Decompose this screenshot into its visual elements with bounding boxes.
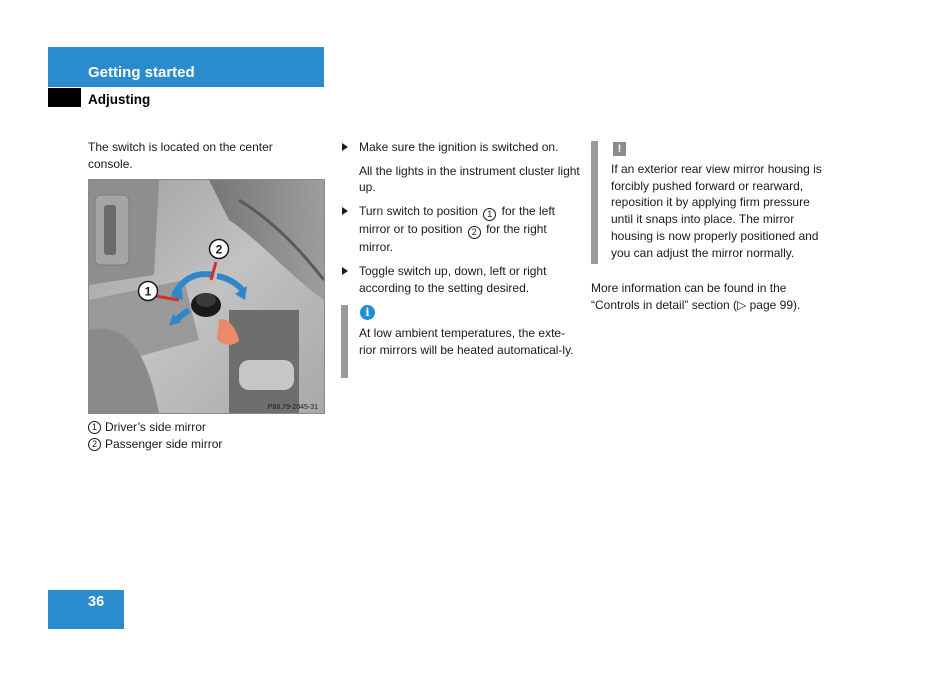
step-text: for the left mirror or to position [359,204,556,237]
position-1-marker: 1 [483,208,496,221]
legend-number: 2 [88,438,101,451]
note-bar [341,305,348,378]
warning-note-text: If an exterior rear view mirror housing is forcibly pushed forward or rearward, reposition it by applying firm pressure until it snaps into place. The mirror housing is now properly positioned and you can adjust the mirror normally. [611,162,822,260]
step-toggle-switch: Toggle switch up, down, left or right according to the setting desired. [341,263,581,296]
step-ignition: Make sure the ignition is switched on. [341,139,581,156]
step-text: Turn switch to position [359,204,478,219]
info-note-text: At low ambient temperatures, the exte-rior mirrors will be heated automatical-ly. [359,326,574,357]
info-note [341,305,581,378]
section-title: Getting started [88,64,195,81]
instructions-column [341,139,581,296]
step-ignition-result: All the lights in the instrument cluster light up. [359,163,580,195]
step-turn-switch [341,203,581,256]
figure-callout-1: 1 [144,284,152,299]
position-2-marker: 2 [468,226,481,239]
info-icon: i [360,305,375,320]
figure-code: P88.79-2045-31 [267,404,318,411]
warning-icon: ! [613,142,626,156]
legend-label: Driver’s side mirror [105,420,206,434]
page-number-band [48,590,124,629]
figure-legend [88,419,328,452]
note-bar [591,141,598,264]
page-number: 36 [88,594,105,610]
console-switch-figure [88,179,325,414]
intro-text: The switch is located on the center console. [88,140,273,171]
step-text: for the right mirror. [359,222,547,255]
subsection-marker [48,88,81,107]
legend-item [88,419,328,436]
legend-item [88,436,328,453]
warning-note [591,141,831,264]
subsection-title: Adjusting [88,92,151,107]
legend-label: Passenger side mirror [105,436,223,451]
more-info-text: More information can be found in the “Controls in detail” section (▷ page 99). [591,281,801,312]
legend-number: 1 [88,421,101,434]
figure-callout-2: 2 [215,242,223,257]
